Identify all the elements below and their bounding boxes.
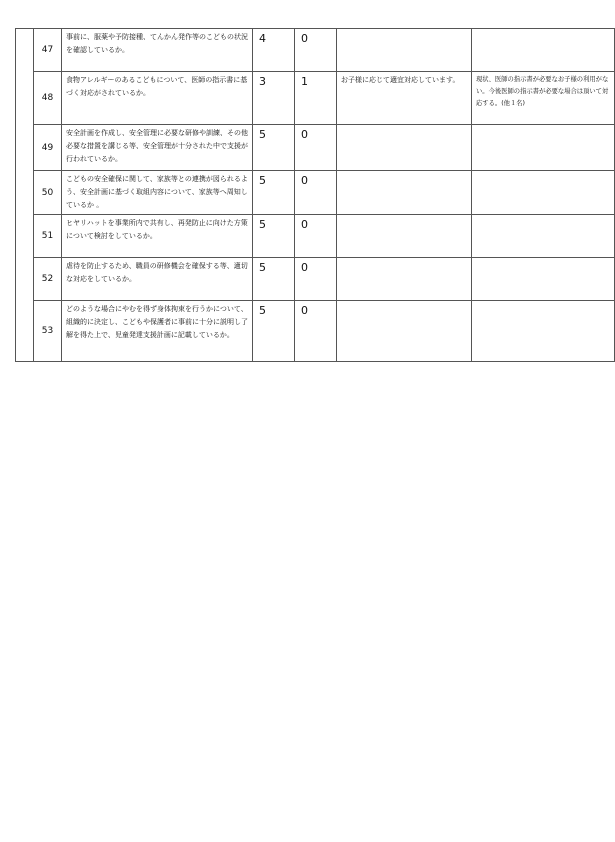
improvement-cell (472, 29, 615, 72)
no-count: 0 (295, 29, 337, 72)
comment-cell (337, 301, 472, 362)
yes-count: 5 (253, 301, 295, 362)
question-text: 事前に、服薬や予防接種、てんかん発作等のこどもの状況を確認しているか。 (62, 29, 253, 72)
table-row (16, 72, 615, 125)
comment-cell (337, 215, 472, 258)
item-number: 47 (34, 29, 62, 72)
table-row (16, 301, 615, 362)
table-row (16, 171, 615, 215)
yes-count: 5 (253, 215, 295, 258)
comment-cell (337, 171, 472, 215)
comment-cell (337, 125, 472, 171)
no-count: 0 (295, 301, 337, 362)
improvement-cell (472, 171, 615, 215)
category-column (16, 29, 34, 362)
yes-count: 3 (253, 72, 295, 125)
improvement-cell (472, 301, 615, 362)
item-number: 49 (34, 125, 62, 171)
item-number: 51 (34, 215, 62, 258)
improvement-cell (472, 215, 615, 258)
table-row (16, 215, 615, 258)
no-count: 1 (295, 72, 337, 125)
question-text: 安全計画を作成し、安全管理に必要な研修や訓練、その他必要な措置を講じる等、安全管理が十分された中で支援が行われているか。 (62, 125, 253, 171)
no-count: 0 (295, 125, 337, 171)
evaluation-table (15, 28, 615, 362)
improvement-cell (472, 125, 615, 171)
item-number: 53 (34, 301, 62, 362)
comment-cell (337, 258, 472, 301)
question-text: 虐待を防止するため、職員の研修機会を確保する等、適切な対応をしているか。 (62, 258, 253, 301)
yes-count: 4 (253, 29, 295, 72)
improvement-cell (472, 258, 615, 301)
item-number: 52 (34, 258, 62, 301)
improvement-cell: 現状、医師の指示書が必要なお子様の利用がない。今後医師の指示書が必要な場合は頂いて対応する。(他１名) (472, 72, 615, 125)
yes-count: 5 (253, 125, 295, 171)
yes-count: 5 (253, 258, 295, 301)
no-count: 0 (295, 258, 337, 301)
item-number: 48 (34, 72, 62, 125)
yes-count: 5 (253, 171, 295, 215)
question-text: どのような場合にやむを得ず身体拘束を行うかについて、組織的に決定し、こどもや保護者に事前に十分に説明し了解を得た上で、児童発達支援計画に記載しているか。 (62, 301, 253, 362)
no-count: 0 (295, 171, 337, 215)
comment-cell (337, 29, 472, 72)
table-row (16, 29, 615, 72)
no-count: 0 (295, 215, 337, 258)
question-text: こどもの安全確保に関して、家族等との連携が図られるよう、安全計画に基づく取組内容について、家族等へ周知しているか 。 (62, 171, 253, 215)
table-row (16, 125, 615, 171)
item-number: 50 (34, 171, 62, 215)
question-text: ヒヤリハットを事業所内で共有し、再発防止に向けた方策について検討をしているか。 (62, 215, 253, 258)
table-row (16, 258, 615, 301)
comment-cell: お子様に応じて適宜対応しています。 (337, 72, 472, 125)
question-text: 食物アレルギーのあるこどもについて、医師の指示書に基づく対応がされているか。 (62, 72, 253, 125)
